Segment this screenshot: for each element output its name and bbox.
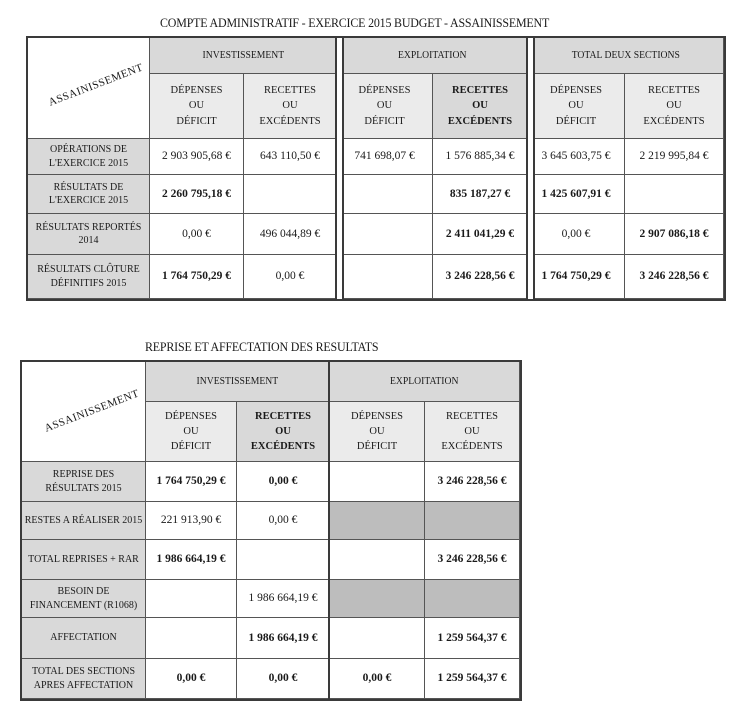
value-cell: [244, 255, 337, 299]
section-border: [328, 362, 330, 699]
sub-header: [625, 74, 724, 139]
row-label: [22, 580, 146, 618]
reprise-affectation-table: [20, 360, 522, 701]
group-header-label: EXPLOITATION: [390, 375, 459, 387]
value-text: 0,00 €: [268, 475, 298, 488]
row-label-line: FINANCEMENT (R1068): [29, 599, 138, 611]
value-cell: [433, 255, 528, 299]
value-cell: [433, 139, 528, 175]
group-header: [337, 38, 528, 74]
value-text: 3 645 603,75 €: [541, 150, 611, 163]
value-cell: [337, 255, 433, 299]
group-header-label: INVESTISSEMENT: [202, 49, 284, 61]
value-cell: [237, 580, 330, 618]
value-cell: [146, 618, 237, 659]
value-cell: [237, 659, 330, 699]
row-label-line: 2014: [78, 235, 99, 246]
value-cell: [330, 502, 425, 540]
sub-header-line: DÉFICIT: [555, 115, 597, 127]
value-cell: [330, 462, 425, 502]
sub-header-line: OU: [282, 100, 298, 112]
value-text: 3 246 228,56 €: [437, 553, 507, 566]
sub-header: [150, 74, 244, 139]
value-cell: [330, 659, 425, 699]
value-text: 221 913,90 €: [160, 514, 222, 527]
value-cell: [150, 214, 244, 255]
row-label: [22, 618, 146, 659]
sub-header-line: RECETTES: [446, 410, 498, 422]
corner-cell: [28, 38, 150, 139]
table2-title: REPRISE ET AFFECTATION DES RESULTATS: [145, 339, 379, 354]
sub-header-line: EXCÉDENTS: [441, 441, 503, 453]
row-label-line: L'EXERCICE 2015: [48, 157, 129, 169]
value-cell: [528, 214, 625, 255]
sub-header-line: OU: [369, 425, 385, 437]
value-text: 1 425 607,91 €: [541, 187, 611, 200]
value-cell: [244, 175, 337, 214]
value-text: 3 246 228,56 €: [445, 270, 515, 283]
value-cell: [425, 580, 520, 618]
group-header: [146, 362, 330, 402]
value-cell: [146, 580, 237, 618]
row-label-line: TOTAL DES SECTIONS: [31, 666, 136, 677]
row-label: [28, 255, 150, 299]
section-border: [526, 38, 528, 299]
sub-header-line: DÉPENSES: [358, 85, 411, 97]
row-label: [22, 462, 146, 502]
sub-header-line: DÉFICIT: [356, 441, 398, 453]
sub-header-line: OU: [183, 425, 199, 437]
value-text: 1 259 564,37 €: [437, 672, 507, 685]
value-text: 496 044,89 €: [259, 227, 321, 240]
value-cell: [150, 175, 244, 214]
sub-header-line: DÉPENSES: [170, 85, 223, 97]
value-cell: [433, 175, 528, 214]
sub-header-line: DÉPENSES: [550, 85, 602, 97]
value-cell: [150, 139, 244, 175]
value-text: 1 764 750,29 €: [162, 270, 231, 283]
value-text: 1 986 664,19 €: [248, 631, 318, 644]
group-header-label: EXPLOITATION: [397, 49, 467, 61]
section-border: [342, 38, 344, 299]
group-header: [150, 38, 337, 74]
value-text: 0,00 €: [268, 514, 298, 527]
sub-header: [528, 74, 625, 139]
sub-header-line: EXCÉDENTS: [250, 441, 316, 453]
value-text: 1 986 664,19 €: [248, 592, 318, 605]
value-cell: [330, 618, 425, 659]
value-cell: [244, 214, 337, 255]
value-text: 741 698,07 €: [354, 150, 415, 163]
value-cell: [146, 502, 237, 540]
value-cell: [146, 659, 237, 699]
value-text: 3 246 228,56 €: [437, 475, 507, 488]
value-text: 0,00 €: [268, 672, 298, 685]
sub-header-line: RECETTES: [451, 85, 509, 97]
section-border: [533, 38, 535, 299]
value-cell: [330, 580, 425, 618]
corner-label: ASSAINISSEMENT: [46, 61, 145, 109]
sub-header-line: DÉFICIT: [170, 441, 212, 453]
row-label-line: RÉSULTATS 2015: [45, 482, 122, 494]
row-label: [28, 139, 150, 175]
corner-cell: [22, 362, 146, 462]
value-cell: [337, 214, 433, 255]
sub-header-line: OU: [472, 100, 488, 112]
value-text: 1 764 750,29 €: [156, 475, 226, 488]
sub-header: [237, 402, 330, 462]
sub-header: [330, 402, 425, 462]
value-text: 1 986 664,19 €: [156, 553, 226, 566]
value-cell: [237, 618, 330, 659]
sub-header: [146, 402, 237, 462]
value-text: 3 246 228,56 €: [639, 270, 709, 283]
row-label-line: DÉFINITIFS 2015: [50, 277, 127, 289]
value-cell: [237, 462, 330, 502]
sub-header: [244, 74, 337, 139]
sub-header-line: RECETTES: [648, 85, 700, 97]
sub-header-line: OU: [464, 425, 480, 437]
row-label: [22, 659, 146, 699]
row-label: [28, 175, 150, 214]
value-text: 0,00 €: [176, 672, 206, 685]
compte-administratif-table: [26, 36, 726, 301]
corner-label: ASSAINISSEMENT: [42, 387, 141, 435]
value-cell: [244, 139, 337, 175]
value-text: 0,00 €: [275, 270, 305, 283]
value-cell: [625, 255, 724, 299]
row-label-line: L'EXERCICE 2015: [48, 195, 129, 206]
row-label-line: REPRISE DES: [52, 469, 115, 480]
sub-header-line: DÉFICIT: [364, 115, 405, 127]
value-cell: [337, 175, 433, 214]
sub-header-line: OU: [376, 100, 393, 112]
group-header-label: TOTAL DEUX SECTIONS: [571, 49, 680, 61]
value-text: 1 576 885,34 €: [445, 150, 515, 163]
sub-header-line: DÉPENSES: [351, 410, 403, 422]
row-label-line: AFFECTATION: [50, 632, 117, 644]
value-text: 2 903 905,68 €: [162, 150, 231, 163]
sub-header-line: DÉFICIT: [176, 115, 217, 127]
value-cell: [337, 139, 433, 175]
value-cell: [625, 214, 724, 255]
value-cell: [237, 540, 330, 580]
sub-header-line: OU: [275, 425, 291, 437]
row-label-line: RÉSULTATS REPORTÉS: [35, 221, 142, 233]
group-header-label: INVESTISSEMENT: [196, 375, 279, 387]
table1-title: COMPTE ADMINISTRATIF - EXERCICE 2015 BUDGET - ASSAINISSEMENT: [160, 15, 550, 30]
row-label: [28, 214, 150, 255]
sub-header-line: OU: [568, 100, 584, 112]
row-label-line: APRES AFFECTATION: [33, 679, 134, 691]
row-label-line: RÉSULTATS DE: [53, 181, 124, 193]
sub-header-line: DÉPENSES: [165, 410, 217, 422]
sub-header-line: EXCÉDENTS: [643, 115, 705, 127]
value-text: 835 187,27 €: [449, 187, 511, 200]
sub-header-line: EXCÉDENTS: [259, 115, 321, 127]
sub-header-line: OU: [666, 100, 682, 112]
sub-header-line: RECETTES: [254, 410, 312, 422]
section-border: [335, 38, 337, 299]
row-label-line: TOTAL REPRISES + RAR: [28, 553, 139, 565]
sub-header-line: OU: [188, 100, 205, 112]
value-text: 1 259 564,37 €: [437, 631, 507, 644]
value-cell: [433, 214, 528, 255]
value-text: 0,00 €: [182, 227, 211, 240]
value-text: 2 411 041,29 €: [445, 227, 515, 240]
value-cell: [425, 462, 520, 502]
value-cell: [625, 139, 724, 175]
value-cell: [425, 659, 520, 699]
value-cell: [146, 462, 237, 502]
row-label: [22, 502, 146, 540]
sub-header-line: EXCÉDENTS: [447, 115, 513, 127]
value-cell: [425, 502, 520, 540]
value-cell: [150, 255, 244, 299]
value-cell: [237, 502, 330, 540]
value-text: 2 907 086,18 €: [639, 227, 709, 240]
value-cell: [528, 139, 625, 175]
row-label-line: BESOIN DE: [57, 586, 110, 597]
row-label-line: RÉSULTATS CLÔTURE: [37, 264, 140, 275]
sub-header: [337, 74, 433, 139]
value-text: 643 110,50 €: [260, 150, 320, 163]
value-text: 2 260 795,18 €: [162, 187, 231, 200]
value-text: 0,00 €: [561, 227, 591, 240]
value-text: 0,00 €: [362, 672, 392, 685]
value-cell: [625, 175, 724, 214]
value-cell: [425, 540, 520, 580]
sub-header: [433, 74, 528, 139]
row-label-line: RESTES A RÉALISER 2015: [24, 514, 143, 526]
value-text: 2 219 995,84 €: [639, 150, 709, 163]
sub-header-line: RECETTES: [264, 85, 316, 97]
sub-header: [425, 402, 520, 462]
group-header: [528, 38, 724, 74]
value-cell: [146, 540, 237, 580]
value-text: 1 764 750,29 €: [541, 270, 611, 283]
value-cell: [330, 540, 425, 580]
row-label-line: OPÉRATIONS DE: [50, 144, 127, 155]
group-header: [330, 362, 520, 402]
value-cell: [528, 175, 625, 214]
row-label: [22, 540, 146, 580]
value-cell: [528, 255, 625, 299]
value-cell: [425, 618, 520, 659]
